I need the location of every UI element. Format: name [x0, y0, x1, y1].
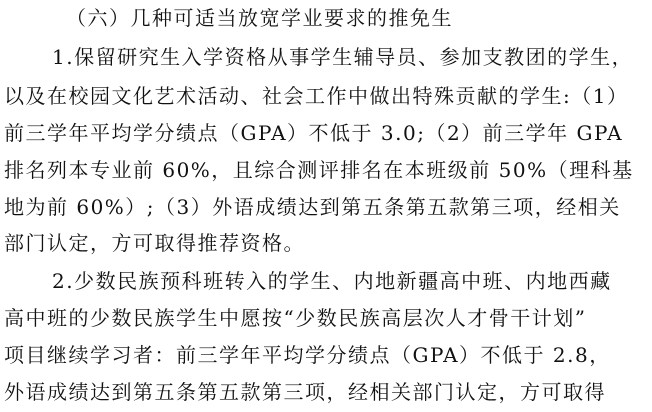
section-title: （六）几种可适当放宽学业要求的推免生	[66, 6, 453, 30]
paragraph-2-line-3: 项目继续学习者：前三学年平均学分绩点（GPA）不低于 2.8，	[4, 343, 611, 367]
paragraph-1-line-5: 地为前 60%）;（3）外语成绩达到第五条第五款第三项，经相关	[4, 195, 621, 219]
paragraph-2-line-2: 高中班的少数民族学生中愿按“少数民族高层次人才骨干计划”	[4, 306, 587, 330]
paragraph-1-line-6: 部门认定，方可取得推荐资格。	[4, 231, 305, 255]
paragraph-2-line-1: 2.少数民族预科班转入的学生、内地新疆高中班、内地西藏	[52, 269, 612, 293]
paragraph-1-line-2: 以及在校园文化艺术活动、社会工作中做出特殊贡献的学生:（1）	[4, 84, 629, 108]
paragraph-1-line-3: 前三学年平均学分绩点（GPA）不低于 3.0;（2）前三学年 GPA	[4, 121, 624, 145]
paragraph-1-line-1: 1.保留研究生入学资格从事学生辅导员、参加支教团的学生，	[52, 45, 634, 69]
paragraph-2-line-4: 外语成绩达到第五条第五款第三项，经相关部门认定，方可取得	[4, 380, 606, 404]
paragraph-1-line-4: 排名列本专业前 60%，且综合测评排名在本班级前 50%（理科基	[4, 158, 634, 182]
